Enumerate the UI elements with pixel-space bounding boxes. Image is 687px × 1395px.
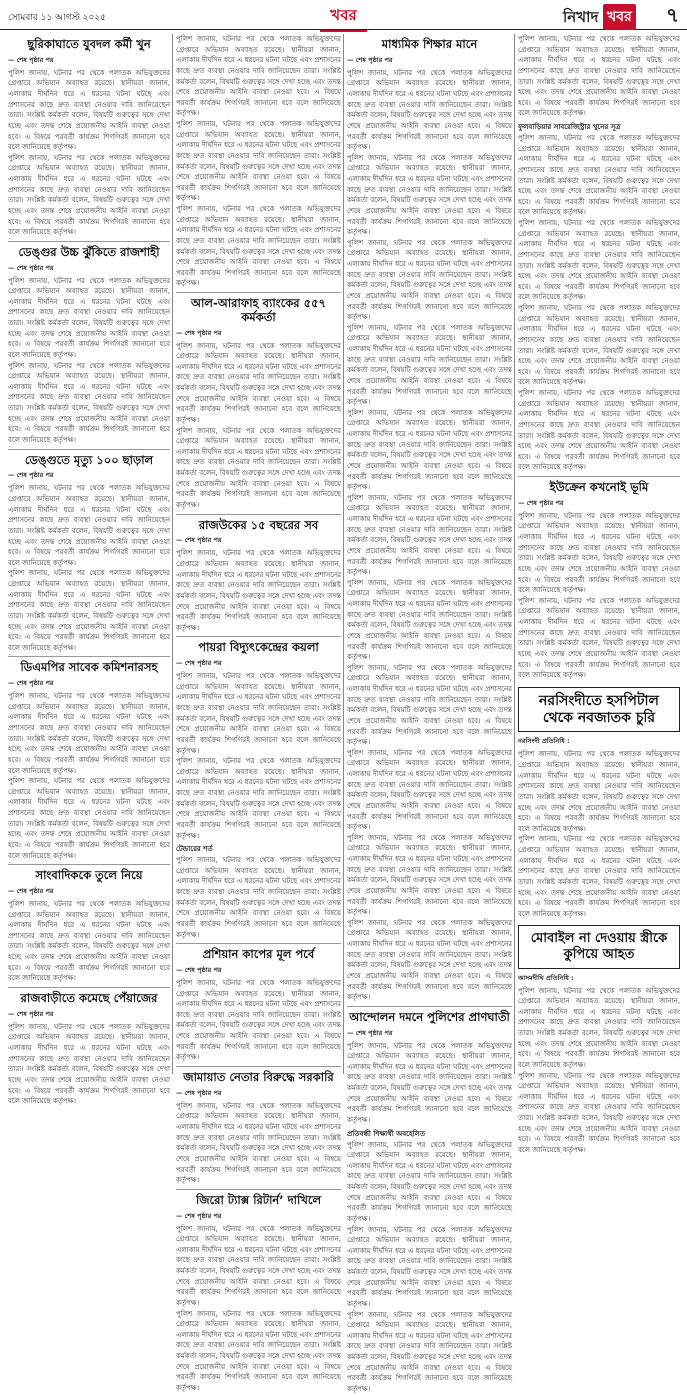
story-body: পুলিশ জানায়, ঘটনার পর থেকে পলাতক অভিযুক্তদের গ্রেপ্তারে অভিযান অব্যাহত রয়েছে। স্থানীয়রা জানান, এলাকায় দীর্ঘদিন ধরে এ ধরনের ঘটনা ঘটছে এবং প্রশাসনের কাছে দ্রুত ব্যবস্থা নেওয়ার দাবি জানিয়েছেন তারা। সংশ্লিষ্ট কর্মকর্তা বলেন, বিষয়টি গুরুত্বের সঙ্গে দেখা হচ্ছে এবং তদন্ত শেষে প্রয়োজনীয় আইনি ব্যবস্থা নেওয়া হবে। এ বিষয়ে পরবর্তী কার্যক্রম শিগগিরই জানানো হবে বলে জানিয়েছে কর্তৃপক্ষ।	[518, 750, 680, 833]
story-body: পুলিশ জানায়, ঘটনার পর থেকে পলাতক অভিযুক্তদের গ্রেপ্তারে অভিযান অব্যাহত রয়েছে। স্থানীয়রা জানান, এলাকায় দীর্ঘদিন ধরে এ ধরনের ঘটনা ঘটছে এবং প্রশাসনের কাছে দ্রুত ব্যবস্থা নেওয়ার দাবি জানিয়েছেন তারা। সংশ্লিষ্ট কর্মকর্তা বলেন, বিষয়টি গুরুত্বের সঙ্গে দেখা হচ্ছে এবং তদন্ত শেষে প্রয়োজনীয় আইনি ব্যবস্থা নেওয়া হবে। এ বিষয়ে পরবর্তী কার্যক্রম শিগগিরই জানানো হবে বলে জানিয়েছে কর্তৃপক্ষ।	[518, 835, 680, 918]
story-body: পুলিশ জানায়, ঘটনার পর থেকে পলাতক অভিযুক্তদের গ্রেপ্তারে অভিযান অব্যাহত রয়েছে। স্থানীয়রা জানান, এলাকায় দীর্ঘদিন ধরে এ ধরনের ঘটনা ঘটছে এবং প্রশাসনের কাছে দ্রুত ব্যবস্থা নেওয়ার দাবি জানিয়েছেন তারা। সংশ্লিষ্ট কর্মকর্তা বলেন, বিষয়টি গুরুত্বের সঙ্গে দেখা হচ্ছে এবং তদন্ত শেষে প্রয়োজনীয় আইনি ব্যবস্থা নেওয়া হবে। এ বিষয়ে পরবর্তী কার্যক্রম শিগগিরই জানানো হবে বলে জানিয়েছে কর্তৃপক্ষ।	[518, 1071, 680, 1154]
story-body: পুলিশ জানায়, ঘটনার পর থেকে পলাতক অভিযুক্তদের গ্রেপ্তারে অভিযান অব্যাহত রয়েছে। স্থানীয়রা জানান, এলাকায় দীর্ঘদিন ধরে এ ধরনের ঘটনা ঘটছে এবং প্রশাসনের কাছে দ্রুত ব্যবস্থা নেওয়ার দাবি জানিয়েছেন তারা। সংশ্লিষ্ট কর্মকর্তা বলেন, বিষয়টি গুরুত্বের সঙ্গে দেখা হচ্ছে এবং তদন্ত শেষে প্রয়োজনীয় আইনি ব্যবস্থা নেওয়া হবে। এ বিষয়ে পরবর্তী কার্যক্রম শিগগিরই জানানো হবে বলে জানিয়েছে কর্তৃপক্ষ।	[347, 493, 512, 577]
story-byline: — শেষ পৃষ্ঠার পর	[347, 1028, 393, 1037]
story-byline: — শেষ পৃষ্ঠার পর	[176, 659, 222, 668]
story-body: পুলিশ জানায়, ঘটনার পর থেকে পলাতক অভিযুক্তদের গ্রেপ্তারে অভিযান অব্যাহত রয়েছে। স্থানীয়রা জানান, এলাকায় দীর্ঘদিন ধরে এ ধরনের ঘটনা ঘটছে এবং প্রশাসনের কাছে দ্রুত ব্যবস্থা নেওয়ার দাবি জানিয়েছেন তারা। সংশ্লিষ্ট কর্মকর্তা বলেন, বিষয়টি গুরুত্বের সঙ্গে দেখা হচ্ছে এবং তদন্ত শেষে প্রয়োজনীয় আইনি ব্যবস্থা নেওয়া হবে। এ বিষয়ে পরবর্তী কার্যক্রম শিগগিরই জানানো হবে বলে জানিয়েছে কর্তৃপক্ষ।	[176, 856, 341, 939]
news-story	[518, 736, 680, 919]
story-body: পুলিশ জানায়, ঘটনার পর থেকে পলাতক অভিযুক্তদের গ্রেপ্তারে অভিযান অব্যাহত রয়েছে। স্থানীয়রা জানান, এলাকায় দীর্ঘদিন ধরে এ ধরনের ঘটনা ঘটছে এবং প্রশাসনের কাছে দ্রুত ব্যবস্থা নেওয়ার দাবি জানিয়েছেন তারা। সংশ্লিষ্ট কর্মকর্তা বলেন, বিষয়টি গুরুত্বের সঙ্গে দেখা হচ্ছে এবং তদন্ত শেষে প্রয়োজনীয় আইনি ব্যবস্থা নেওয়া হবে। এ বিষয়ে পরবর্তী কার্যক্রম শিগগিরই জানানো হবে বলে জানিয়েছে কর্তৃপক্ষ।	[176, 1224, 341, 1307]
news-story	[518, 973, 680, 1156]
brand-name-second: খবর	[603, 4, 636, 30]
story-body: পুলিশ জানায়, ঘটনার পর থেকে পলাতক অভিযুক্তদের গ্রেপ্তারে অভিযান অব্যাহত রয়েছে। স্থানীয়রা জানান, এলাকায় দীর্ঘদিন ধরে এ ধরনের ঘটনা ঘটছে এবং প্রশাসনের কাছে দ্রুত ব্যবস্থা নেওয়ার দাবি জানিয়েছেন তারা। সংশ্লিষ্ট কর্মকর্তা বলেন, বিষয়টি গুরুত্বের সঙ্গে দেখা হচ্ছে এবং তদন্ত শেষে প্রয়োজনীয় আইনি ব্যবস্থা নেওয়া হবে। এ বিষয়ে পরবর্তী কার্যক্রম শিগগিরই জানানো হবে বলে জানিয়েছে কর্তৃপক্ষ।	[347, 918, 512, 1002]
column-2	[176, 34, 341, 1392]
story-headline: আল-আরাফাহ ব্যাংকের ৫৫৭ কর্মকর্তা	[190, 296, 327, 324]
news-story	[176, 1194, 341, 1394]
story-byline: — শেষ পৃষ্ঠার পর	[8, 1009, 54, 1018]
column-4	[518, 34, 680, 1154]
story-body: পুলিশ জানায়, ঘটনার পর থেকে পলাতক অভিযুক্তদের গ্রেপ্তারে অভিযান অব্যাহত রয়েছে। স্থানীয়রা জানান, এলাকায় দীর্ঘদিন ধরে এ ধরনের ঘটনা ঘটছে এবং প্রশাসনের কাছে দ্রুত ব্যবস্থা নেওয়ার দাবি জানিয়েছেন তারা। সংশ্লিষ্ট কর্মকর্তা বলেন, বিষয়টি গুরুত্বের সঙ্গে দেখা হচ্ছে এবং তদন্ত শেষে প্রয়োজনীয় আইনি ব্যবস্থা নেওয়া হবে। এ বিষয়ে পরবর্তী কার্যক্রম শিগগিরই জানানো হবে বলে জানিয়েছে কর্তৃপক্ষ।	[176, 205, 341, 288]
story-body: পুলিশ জানায়, ঘটনার পর থেকে পলাতক অভিযুক্তদের গ্রেপ্তারে অভিযান অব্যাহত রয়েছে। স্থানীয়রা জানান, এলাকায় দীর্ঘদিন ধরে এ ধরনের ঘটনা ঘটছে এবং প্রশাসনের কাছে দ্রুত ব্যবস্থা নেওয়ার দাবি জানিয়েছেন তারা। সংশ্লিষ্ট কর্মকর্তা বলেন, বিষয়টি গুরুত্বের সঙ্গে দেখা হচ্ছে এবং তদন্ত শেষে প্রয়োজনীয় আইনি ব্যবস্থা নেওয়া হবে। এ বিষয়ে পরবর্তী কার্যক্রম শিগগিরই জানানো হবে বলে জানিয়েছে কর্তৃপক্ষ।	[518, 219, 680, 302]
story-headline: নরসিংদীতে হসপিটাল থেকে নবজাতক চুরি	[539, 692, 659, 726]
story-body: পুলিশ জানায়, ঘটনার পর থেকে পলাতক অভিযুক্তদের গ্রেপ্তারে অভিযান অব্যাহত রয়েছে। স্থানীয়রা জানান, এলাকায় দীর্ঘদিন ধরে এ ধরনের ঘটনা ঘটছে এবং প্রশাসনের কাছে দ্রুত ব্যবস্থা নেওয়ার দাবি জানিয়েছেন তারা। সংশ্লিষ্ট কর্মকর্তা বলেন, বিষয়টি গুরুত্বের সঙ্গে দেখা হচ্ছে এবং তদন্ত শেষে প্রয়োজনীয় আইনি ব্যবস্থা নেওয়া হবে। এ বিষয়ে পরবর্তী কার্যক্রম শিগগিরই জানানো হবে বলে জানিয়েছে কর্তৃপক্ষ।	[176, 978, 341, 1062]
story-headline: ছুরিকাঘাতে যুবদল কর্মী খুন	[27, 37, 151, 51]
story-body: পুলিশ জানায়, ঘটনার পর থেকে পলাতক অভিযুক্তদের গ্রেপ্তারে অভিযান অব্যাহত রয়েছে। স্থানীয়রা জানান, এলাকায় দীর্ঘদিন ধরে এ ধরনের ঘটনা ঘটছে এবং প্রশাসনের কাছে দ্রুত ব্যবস্থা নেওয়ার দাবি জানিয়েছেন তারা। সংশ্লিষ্ট কর্মকর্তা বলেন, বিষয়টি গুরুত্বের সঙ্গে দেখা হচ্ছে এবং তদন্ত শেষে প্রয়োজনীয় আইনি ব্যবস্থা নেওয়া হবে। এ বিষয়ে পরবর্তী কার্যক্রম শিগগিরই জানানো হবে বলে জানিয়েছে কর্তৃপক্ষ।	[518, 986, 680, 1069]
story-body: পুলিশ জানায়, ঘটনার পর থেকে পলাতক অভিযুক্তদের গ্রেপ্তারে অভিযান অব্যাহত রয়েছে। স্থানীয়রা জানান, এলাকায় দীর্ঘদিন ধরে এ ধরনের ঘটনা ঘটছে এবং প্রশাসনের কাছে দ্রুত ব্যবস্থা নেওয়ার দাবি জানিয়েছেন তারা। সংশ্লিষ্ট কর্মকর্তা বলেন, বিষয়টি গুরুত্বের সঙ্গে দেখা হচ্ছে এবং তদন্ত শেষে প্রয়োজনীয় আইনি ব্যবস্থা নেওয়া হবে। এ বিষয়ে পরবর্তী কার্যক্রম শিগগিরই জানানো হবে বলে জানিয়েছে কর্তৃপক্ষ।	[176, 672, 341, 755]
story-body: পুলিশ জানায়, ঘটনার পর থেকে পলাতক অভিযুক্তদের গ্রেপ্তারে অভিযান অব্যাহত রয়েছে। স্থানীয়রা জানান, এলাকায় দীর্ঘদিন ধরে এ ধরনের ঘটনা ঘটছে এবং প্রশাসনের কাছে দ্রুত ব্যবস্থা নেওয়ার দাবি জানিয়েছেন তারা। সংশ্লিষ্ট কর্মকর্তা বলেন, বিষয়টি গুরুত্বের সঙ্গে দেখা হচ্ছে এবং তদন্ত শেষে প্রয়োজনীয় আইনি ব্যবস্থা নেওয়া হবে। এ বিষয়ে পরবর্তী কার্যক্রম শিগগিরই জানানো হবে বলে জানিয়েছে কর্তৃপক্ষ।	[347, 1041, 512, 1124]
story-body: পুলিশ জানায়, ঘটনার পর থেকে পলাতক অভিযুক্তদের গ্রেপ্তারে অভিযান অব্যাহত রয়েছে। স্থানীয়রা জানান, এলাকায় দীর্ঘদিন ধরে এ ধরনের ঘটনা ঘটছে এবং প্রশাসনের কাছে দ্রুত ব্যবস্থা নেওয়ার দাবি জানিয়েছেন তারা। সংশ্লিষ্ট কর্মকর্তা বলেন, বিষয়টি গুরুত্বের সঙ্গে দেখা হচ্ছে এবং তদন্ত শেষে প্রয়োজনীয় আইনি ব্যবস্থা নেওয়া হবে। এ বিষয়ে পরবর্তী কার্যক্রম শিগগিরই জানানো হবে বলে জানিয়েছে কর্তৃপক্ষ।	[347, 578, 512, 662]
story-body: পুলিশ জানায়, ঘটনার পর থেকে পলাতক অভিযুক্তদের গ্রেপ্তারে অভিযান অব্যাহত রয়েছে। স্থানীয়রা জানান, এলাকায় দীর্ঘদিন ধরে এ ধরনের ঘটনা ঘটছে এবং প্রশাসনের কাছে দ্রুত ব্যবস্থা নেওয়ার দাবি জানিয়েছেন তারা। সংশ্লিষ্ট কর্মকর্তা বলেন, বিষয়টি গুরুত্বের সঙ্গে দেখা হচ্ছে এবং তদন্ত শেষে প্রয়োজনীয় আইনি ব্যবস্থা নেওয়া হবে। এ বিষয়ে পরবর্তী কার্যক্রম শিগগিরই জানানো হবে বলে জানিয়েছে কর্তৃপক্ষ।	[347, 408, 512, 492]
news-story	[8, 38, 170, 238]
story-body: পুলিশ জানায়, ঘটনার পর থেকে পলাতক অভিযুক্তদের গ্রেপ্তারে অভিযান অব্যাহত রয়েছে। স্থানীয়রা জানান, এলাকায় দীর্ঘদিন ধরে এ ধরনের ঘটনা ঘটছে এবং প্রশাসনের কাছে দ্রুত ব্যবস্থা নেওয়ার দাবি জানিয়েছেন তারা। সংশ্লিষ্ট কর্মকর্তা বলেন, বিষয়টি গুরুত্বের সঙ্গে দেখা হচ্ছে এবং তদন্ত শেষে প্রয়োজনীয় আইনি ব্যবস্থা নেওয়া হবে। এ বিষয়ে পরবর্তী কার্যক্রম শিগগিরই জানানো হবে বলে জানিয়েছে কর্তৃপক্ষ।	[176, 426, 341, 509]
section-title: খবর	[320, 4, 366, 32]
story-byline: — শেষ পৃষ্ঠার পর	[8, 886, 54, 895]
page-header	[0, 0, 687, 30]
story-body: পুলিশ জানায়, ঘটনার পর থেকে পলাতক অভিযুক্তদের গ্রেপ্তারে অভিযান অব্যাহত রয়েছে। স্থানীয়রা জানান, এলাকায় দীর্ঘদিন ধরে এ ধরনের ঘটনা ঘটছে এবং প্রশাসনের কাছে দ্রুত ব্যবস্থা নেওয়ার দাবি জানিয়েছেন তারা। সংশ্লিষ্ট কর্মকর্তা বলেন, বিষয়টি গুরুত্বের সঙ্গে দেখা হচ্ছে এবং তদন্ত শেষে প্রয়োজনীয় আইনি ব্যবস্থা নেওয়া হবে। এ বিষয়ে পরবর্তী কার্যক্রম শিগগিরই জানানো হবে বলে জানিয়েছে কর্তৃপক্ষ।	[176, 35, 341, 118]
story-body: পুলিশ জানায়, ঘটনার পর থেকে পলাতক অভিযুক্তদের গ্রেপ্তারে অভিযান অব্যাহত রয়েছে। স্থানীয়রা জানান, এলাকায় দীর্ঘদিন ধরে এ ধরনের ঘটনা ঘটছে এবং প্রশাসনের কাছে দ্রুত ব্যবস্থা নেওয়ার দাবি জানিয়েছেন তারা। সংশ্লিষ্ট কর্মকর্তা বলেন, বিষয়টি গুরুত্বের সঙ্গে দেখা হচ্ছে এবং তদন্ত শেষে প্রয়োজনীয় আইনি ব্যবস্থা নেওয়া হবে। এ বিষয়ে পরবর্তী কার্যক্রম শিগগিরই জানানো হবে বলে জানিয়েছে কর্তৃপক্ষ।	[176, 120, 341, 203]
story-body: পুলিশ জানায়, ঘটনার পর থেকে পলাতক অভিযুক্তদের গ্রেপ্তারে অভিযান অব্যাহত রয়েছে। স্থানীয়রা জানান, এলাকায় দীর্ঘদিন ধরে এ ধরনের ঘটনা ঘটছে এবং প্রশাসনের কাছে দ্রুত ব্যবস্থা নেওয়ার দাবি জানিয়েছেন তারা। সংশ্লিষ্ট কর্মকর্তা বলেন, বিষয়টি গুরুত্বের সঙ্গে দেখা হচ্ছে এবং তদন্ত শেষে প্রয়োজনীয় আইনি ব্যবস্থা নেওয়া হবে। এ বিষয়ে পরবর্তী কার্যক্রম শিগগিরই জানানো হবে বলে জানিয়েছে কর্তৃপক্ষ।	[518, 596, 680, 680]
story-body: পুলিশ জানায়, ঘটনার পর থেকে পলাতক অভিযুক্তদের গ্রেপ্তারে অভিযান অব্যাহত রয়েছে। স্থানীয়রা জানান, এলাকায় দীর্ঘদিন ধরে এ ধরনের ঘটনা ঘটছে এবং প্রশাসনের কাছে দ্রুত ব্যবস্থা নেওয়ার দাবি জানিয়েছেন তারা। সংশ্লিষ্ট কর্মকর্তা বলেন, বিষয়টি গুরুত্বের সঙ্গে দেখা হচ্ছে এবং তদন্ত শেষে প্রয়োজনীয় আইনি ব্যবস্থা নেওয়া হবে। এ বিষয়ে পরবর্তী কার্যক্রম শিগগিরই জানানো হবে বলে জানিয়েছে কর্তৃপক্ষ।	[347, 238, 512, 322]
column-3	[347, 34, 512, 1393]
story-body: পুলিশ জানায়, ঘটনার পর থেকে পলাতক অভিযুক্তদের গ্রেপ্তারে অভিযান অব্যাহত রয়েছে। স্থানীয়রা জানান, এলাকায় দীর্ঘদিন ধরে এ ধরনের ঘটনা ঘটছে এবং প্রশাসনের কাছে দ্রুত ব্যবস্থা নেওয়ার দাবি জানিয়েছেন তারা। সংশ্লিষ্ট কর্মকর্তা বলেন, বিষয়টি গুরুত্বের সঙ্গে দেখা হচ্ছে এবং তদন্ত শেষে প্রয়োজনীয় আইনি ব্যবস্থা নেওয়া হবে। এ বিষয়ে পরবর্তী কার্যক্রম শিগগিরই জানানো হবে বলে জানিয়েছে কর্তৃপক্ষ।	[8, 777, 170, 860]
news-story	[8, 992, 170, 1107]
story-headline: জিরো ট্যাক্স রিটার্ন’ দাখিলে	[195, 1192, 322, 1207]
news-story	[8, 661, 170, 861]
news-story	[176, 1071, 341, 1186]
issue-date: সোমবার ১১ আগস্ট ২০২৫	[8, 13, 106, 23]
story-body: পুলিশ জানায়, ঘটনার পর থেকে পলাতক অভিযুক্তদের গ্রেপ্তারে অভিযান অব্যাহত রয়েছে। স্থানীয়রা জানান, এলাকায় দীর্ঘদিন ধরে এ ধরনের ঘটনা ঘটছে এবং প্রশাসনের কাছে দ্রুত ব্যবস্থা নেওয়ার দাবি জানিয়েছেন তারা। সংশ্লিষ্ট কর্মকর্তা বলেন, বিষয়টি গুরুত্বের সঙ্গে দেখা হচ্ছে এবং তদন্ত শেষে প্রয়োজনীয় আইনি ব্যবস্থা নেওয়া হবে। এ বিষয়ে পরবর্তী কার্যক্রম শিগগিরই জানানো হবে বলে জানিয়েছে কর্তৃপক্ষ।	[8, 692, 170, 775]
story-headline: পায়রা বিদ্যুৎকেন্দ্রের কয়লা	[198, 640, 319, 655]
news-story	[518, 481, 680, 681]
news-story	[176, 948, 341, 1063]
story-body: পুলিশ জানায়, ঘটনার পর থেকে পলাতক অভিযুক্তদের গ্রেপ্তারে অভিযান অব্যাহত রয়েছে। স্থানীয়রা জানান, এলাকায় দীর্ঘদিন ধরে এ ধরনের ঘটনা ঘটছে এবং প্রশাসনের কাছে দ্রুত ব্যবস্থা নেওয়ার দাবি জানিয়েছেন তারা। সংশ্লিষ্ট কর্মকর্তা বলেন, বিষয়টি গুরুত্বের সঙ্গে দেখা হচ্ছে এবং তদন্ত শেষে প্রয়োজনীয় আইনি ব্যবস্থা নেওয়া হবে। এ বিষয়ে পরবর্তী কার্যক্রম শিগগিরই জানানো হবে বলে জানিয়েছে কর্তৃপক্ষ।	[347, 153, 512, 237]
story-body: পুলিশ জানায়, ঘটনার পর থেকে পলাতক অভিযুক্তদের গ্রেপ্তারে অভিযান অব্যাহত রয়েছে। স্থানীয়রা জানান, এলাকায় দীর্ঘদিন ধরে এ ধরনের ঘটনা ঘটছে এবং প্রশাসনের কাছে দ্রুত ব্যবস্থা নেওয়ার দাবি জানিয়েছেন তারা। সংশ্লিষ্ট কর্মকর্তা বলেন, বিষয়টি গুরুত্বের সঙ্গে দেখা হচ্ছে এবং তদন্ত শেষে প্রয়োজনীয় আইনি ব্যবস্থা নেওয়া হবে। এ বিষয়ে পরবর্তী কার্যক্রম শিগগিরই জানানো হবে বলে জানিয়েছে কর্তৃপক্ষ।	[8, 153, 170, 237]
news-story	[176, 641, 341, 940]
story-body: পুলিশ জানায়, ঘটনার পর থেকে পলাতক অভিযুক্তদের গ্রেপ্তারে অভিযান অব্যাহত রয়েছে। স্থানীয়রা জানান, এলাকায় দীর্ঘদিন ধরে এ ধরনের ঘটনা ঘটছে এবং প্রশাসনের কাছে দ্রুত ব্যবস্থা নেওয়ার দাবি জানিয়েছেন তারা। সংশ্লিষ্ট কর্মকর্তা বলেন, বিষয়টি গুরুত্বের সঙ্গে দেখা হচ্ছে এবং তদন্ত শেষে প্রয়োজনীয় আইনি ব্যবস্থা নেওয়া হবে। এ বিষয়ে পরবর্তী কার্যক্রম শিগগিরই জানানো হবে বলে জানিয়েছে কর্তৃপক্ষ।	[8, 276, 170, 359]
story-headline: মাধ্যমিক শিক্ষার মানে	[381, 37, 478, 51]
story-headline: আন্দোলন দমনে পুলিশের প্রাণঘাতী	[349, 1009, 510, 1024]
brand-name-first: নিখাদ	[563, 8, 599, 26]
story-body: পুলিশ জানায়, ঘটনার পর থেকে পলাতক অভিযুক্তদের গ্রেপ্তারে অভিযান অব্যাহত রয়েছে। স্থানীয়রা জানান, এলাকায় দীর্ঘদিন ধরে এ ধরনের ঘটনা ঘটছে এবং প্রশাসনের কাছে দ্রুত ব্যবস্থা নেওয়ার দাবি জানিয়েছেন তারা। সংশ্লিষ্ট কর্মকর্তা বলেন, বিষয়টি গুরুত্বের সঙ্গে দেখা হচ্ছে এবং তদন্ত শেষে প্রয়োজনীয় আইনি ব্যবস্থা নেওয়া হবে। এ বিষয়ে পরবর্তী কার্যক্রম শিগগিরই জানানো হবে বলে জানিয়েছে কর্তৃপক্ষ।	[8, 361, 170, 444]
news-story	[8, 246, 170, 446]
news-story	[347, 38, 512, 1003]
story-body: পুলিশ জানায়, ঘটনার পর থেকে পলাতক অভিযুক্তদের গ্রেপ্তারে অভিযান অব্যাহত রয়েছে। স্থানীয়রা জানান, এলাকায় দীর্ঘদিন ধরে এ ধরনের ঘটনা ঘটছে এবং প্রশাসনের কাছে দ্রুত ব্যবস্থা নেওয়ার দাবি জানিয়েছেন তারা। সংশ্লিষ্ট কর্মকর্তা বলেন, বিষয়টি গুরুত্বের সঙ্গে দেখা হচ্ছে এবং তদন্ত শেষে প্রয়োজনীয় আইনি ব্যবস্থা নেওয়া হবে। এ বিষয়ে পরবর্তী কার্যক্রম শিগগিরই জানানো হবে বলে জানিয়েছে কর্তৃপক্ষ।	[347, 748, 512, 832]
story-body: পুলিশ জানায়, ঘটনার পর থেকে পলাতক অভিযুক্তদের গ্রেপ্তারে অভিযান অব্যাহত রয়েছে। স্থানীয়রা জানান, এলাকায় দীর্ঘদিন ধরে এ ধরনের ঘটনা ঘটছে এবং প্রশাসনের কাছে দ্রুত ব্যবস্থা নেওয়ার দাবি জানিয়েছেন তারা। সংশ্লিষ্ট কর্মকর্তা বলেন, বিষয়টি গুরুত্বের সঙ্গে দেখা হচ্ছে এবং তদন্ত শেষে প্রয়োজনীয় আইনি ব্যবস্থা নেওয়া হবে। এ বিষয়ে পরবর্তী কার্যক্রম শিগগিরই জানানো হবে বলে জানিয়েছে কর্তৃপক্ষ।	[176, 549, 341, 632]
story-byline: — শেষ পৃষ্ঠার পর	[8, 263, 54, 272]
news-story	[176, 519, 341, 634]
story-byline: নরসিংদী প্রতিনিধি :	[518, 737, 570, 746]
story-body: পুলিশ জানায়, ঘটনার পর থেকে পলাতক অভিযুক্তদের গ্রেপ্তারে অভিযান অব্যাহত রয়েছে। স্থানীয়রা জানান, এলাকায় দীর্ঘদিন ধরে এ ধরনের ঘটনা ঘটছে এবং প্রশাসনের কাছে দ্রুত ব্যবস্থা নেওয়ার দাবি জানিয়েছেন তারা। সংশ্লিষ্ট কর্মকর্তা বলেন, বিষয়টি গুরুত্বের সঙ্গে দেখা হচ্ছে এবং তদন্ত শেষে প্রয়োজনীয় আইনি ব্যবস্থা নেওয়া হবে। এ বিষয়ে পরবর্তী কার্যক্রম শিগগিরই জানানো হবে বলে জানিয়েছে কর্তৃপক্ষ।	[347, 1310, 512, 1393]
story-body: পুলিশ জানায়, ঘটনার পর থেকে পলাতক অভিযুক্তদের গ্রেপ্তারে অভিযান অব্যাহত রয়েছে। স্থানীয়রা জানান, এলাকায় দীর্ঘদিন ধরে এ ধরনের ঘটনা ঘটছে এবং প্রশাসনের কাছে দ্রুত ব্যবস্থা নেওয়ার দাবি জানিয়েছেন তারা। সংশ্লিষ্ট কর্মকর্তা বলেন, বিষয়টি গুরুত্বের সঙ্গে দেখা হচ্ছে এবং তদন্ত শেষে প্রয়োজনীয় আইনি ব্যবস্থা নেওয়া হবে। এ বিষয়ে পরবর্তী কার্যক্রম শিগগিরই জানানো হবে বলে জানিয়েছে কর্তৃপক্ষ।	[347, 323, 512, 407]
story-byline: — শেষ পৃষ্ঠার পর	[347, 55, 393, 64]
story-body: পুলিশ জানায়, ঘটনার পর থেকে পলাতক অভিযুক্তদের গ্রেপ্তারে অভিযান অব্যাহত রয়েছে। স্থানীয়রা জানান, এলাকায় দীর্ঘদিন ধরে এ ধরনের ঘটনা ঘটছে এবং প্রশাসনের কাছে দ্রুত ব্যবস্থা নেওয়ার দাবি জানিয়েছেন তারা। সংশ্লিষ্ট কর্মকর্তা বলেন, বিষয়টি গুরুত্বের সঙ্গে দেখা হচ্ছে এবং তদন্ত শেষে প্রয়োজনীয় আইনি ব্যবস্থা নেওয়া হবে। এ বিষয়ে পরবর্তী কার্যক্রম শিগগিরই জানানো হবে বলে জানিয়েছে কর্তৃপক্ষ।	[176, 341, 341, 424]
column-divider	[172, 34, 173, 1074]
story-headline: ইউক্রেন কখনোই ভূমি	[549, 480, 649, 494]
story-byline: — শেষ পৃষ্ঠার পর	[8, 55, 54, 64]
story-byline: — শেষ পৃষ্ঠার পর	[8, 679, 54, 688]
story-headline: জামায়াত নেতার বিরুদ্ধে সরকারি	[183, 1069, 334, 1084]
story-body: পুলিশ জানায়, ঘটনার পর থেকে পলাতক অভিযুক্তদের গ্রেপ্তারে অভিযান অব্যাহত রয়েছে। স্থানীয়রা জানান, এলাকায় দীর্ঘদিন ধরে এ ধরনের ঘটনা ঘটছে এবং প্রশাসনের কাছে দ্রুত ব্যবস্থা নেওয়ার দাবি জানিয়েছেন তারা। সংশ্লিষ্ট কর্মকর্তা বলেন, বিষয়টি গুরুত্বের সঙ্গে দেখা হচ্ছে এবং তদন্ত শেষে প্রয়োজনীয় আইনি ব্যবস্থা নেওয়া হবে। এ বিষয়ে পরবর্তী কার্যক্রম শিগগিরই জানানো হবে বলে জানিয়েছে কর্তৃপক্ষ।	[8, 484, 170, 567]
featured-headline-box	[518, 925, 680, 968]
story-body: পুলিশ জানায়, ঘটনার পর থেকে পলাতক অভিযুক্তদের গ্রেপ্তারে অভিযান অব্যাহত রয়েছে। স্থানীয়রা জানান, এলাকায় দীর্ঘদিন ধরে এ ধরনের ঘটনা ঘটছে এবং প্রশাসনের কাছে দ্রুত ব্যবস্থা নেওয়ার দাবি জানিয়েছেন তারা। সংশ্লিষ্ট কর্মকর্তা বলেন, বিষয়টি গুরুত্বের সঙ্গে দেখা হচ্ছে এবং তদন্ত শেষে প্রয়োজনীয় আইনি ব্যবস্থা নেওয়া হবে। এ বিষয়ে পরবর্তী কার্যক্রম শিগগিরই জানানো হবে বলে জানিয়েছে কর্তৃপক্ষ।	[8, 68, 170, 152]
story-body: পুলিশ জানায়, ঘটনার পর থেকে পলাতক অভিযুক্তদের গ্রেপ্তারে অভিযান অব্যাহত রয়েছে। স্থানীয়রা জানান, এলাকায় দীর্ঘদিন ধরে এ ধরনের ঘটনা ঘটছে এবং প্রশাসনের কাছে দ্রুত ব্যবস্থা নেওয়ার দাবি জানিয়েছেন তারা। সংশ্লিষ্ট কর্মকর্তা বলেন, বিষয়টি গুরুত্বের সঙ্গে দেখা হচ্ছে এবং তদন্ত শেষে প্রয়োজনীয় আইনি ব্যবস্থা নেওয়া হবে। এ বিষয়ে পরবর্তী কার্যক্রম শিগগিরই জানানো হবে বলে জানিয়েছে কর্তৃপক্ষ।	[8, 1022, 170, 1106]
story-body: পুলিশ জানায়, ঘটনার পর থেকে পলাতক অভিযুক্তদের গ্রেপ্তারে অভিযান অব্যাহত রয়েছে। স্থানীয়রা জানান, এলাকায় দীর্ঘদিন ধরে এ ধরনের ঘটনা ঘটছে এবং প্রশাসনের কাছে দ্রুত ব্যবস্থা নেওয়ার দাবি জানিয়েছেন তারা। সংশ্লিষ্ট কর্মকর্তা বলেন, বিষয়টি গুরুত্বের সঙ্গে দেখা হচ্ছে এবং তদন্ত শেষে প্রয়োজনীয় আইনি ব্যবস্থা নেওয়া হবে। এ বিষয়ে পরবর্তী কার্যক্রম শিগগিরই জানানো হবে বলে জানিয়েছে কর্তৃপক্ষ।	[518, 511, 680, 595]
news-story	[518, 34, 680, 473]
story-byline: — শেষ পৃষ্ঠার পর	[176, 328, 222, 337]
story-byline: আদমদীঘি প্রতিনিধি :	[518, 973, 574, 982]
brand-logo	[563, 4, 647, 26]
story-subhead: প্রতিবন্ধী শিক্ষার্থী অবহেলিত	[347, 1129, 426, 1138]
story-body: পুলিশ জানায়, ঘটনার পর থেকে পলাতক অভিযুক্তদের গ্রেপ্তারে অভিযান অব্যাহত রয়েছে। স্থানীয়রা জানান, এলাকায় দীর্ঘদিন ধরে এ ধরনের ঘটনা ঘটছে এবং প্রশাসনের কাছে দ্রুত ব্যবস্থা নেওয়ার দাবি জানিয়েছেন তারা। সংশ্লিষ্ট কর্মকর্তা বলেন, বিষয়টি গুরুত্বের সঙ্গে দেখা হচ্ছে এবং তদন্ত শেষে প্রয়োজনীয় আইনি ব্যবস্থা নেওয়া হবে। এ বিষয়ে পরবর্তী কার্যক্রম শিগগিরই জানানো হবে বলে জানিয়েছে কর্তৃপক্ষ।	[347, 1140, 512, 1223]
news-story	[176, 297, 341, 511]
story-subhead: টেন্ডারের শর্ত	[176, 845, 213, 854]
story-headline: ডেঙ্গুর উচ্চ ঝুঁকিতে রাজশাহী	[18, 244, 160, 259]
story-byline: — শেষ পৃষ্ঠার পর	[8, 471, 54, 480]
story-headline: ডেঙ্গুতে মৃত্যু ১০০ ছাড়াল	[24, 452, 154, 467]
column-divider	[514, 34, 515, 1074]
story-byline: — শেষ পৃষ্ঠার পর	[176, 1211, 222, 1220]
story-byline: — শেষ পৃষ্ঠার পর	[176, 1088, 222, 1097]
page-number: ৭	[665, 3, 679, 27]
story-body: পুলিশ জানায়, ঘটনার পর থেকে পলাতক অভিযুক্তদের গ্রেপ্তারে অভিযান অব্যাহত রয়েছে। স্থানীয়রা জানান, এলাকায় দীর্ঘদিন ধরে এ ধরনের ঘটনা ঘটছে এবং প্রশাসনের কাছে দ্রুত ব্যবস্থা নেওয়ার দাবি জানিয়েছেন তারা। সংশ্লিষ্ট কর্মকর্তা বলেন, বিষয়টি গুরুত্বের সঙ্গে দেখা হচ্ছে এবং তদন্ত শেষে প্রয়োজনীয় আইনি ব্যবস্থা নেওয়া হবে। এ বিষয়ে পরবর্তী কার্যক্রম শিগগিরই জানানো হবে বলে জানিয়েছে কর্তৃপক্ষ।	[518, 304, 680, 387]
story-headline: মোবাইল না দেওয়ায় স্ত্রীকে কুপিয়ে আহত	[530, 931, 668, 962]
news-story	[347, 1011, 512, 1395]
story-body: পুলিশ জানায়, ঘটনার পর থেকে পলাতক অভিযুক্তদের গ্রেপ্তারে অভিযান অব্যাহত রয়েছে। স্থানীয়রা জানান, এলাকায় দীর্ঘদিন ধরে এ ধরনের ঘটনা ঘটছে এবং প্রশাসনের কাছে দ্রুত ব্যবস্থা নেওয়ার দাবি জানিয়েছেন তারা। সংশ্লিষ্ট কর্মকর্তা বলেন, বিষয়টি গুরুত্বের সঙ্গে দেখা হচ্ছে এবং তদন্ত শেষে প্রয়োজনীয় আইনি ব্যবস্থা নেওয়া হবে। এ বিষয়ে পরবর্তী কার্যক্রম শিগগিরই জানানো হবে বলে জানিয়েছে কর্তৃপক্ষ।	[176, 757, 341, 840]
featured-headline-box	[518, 687, 680, 733]
story-body: পুলিশ জানায়, ঘটনার পর থেকে পলাতক অভিযুক্তদের গ্রেপ্তারে অভিযান অব্যাহত রয়েছে। স্থানীয়রা জানান, এলাকায় দীর্ঘদিন ধরে এ ধরনের ঘটনা ঘটছে এবং প্রশাসনের কাছে দ্রুত ব্যবস্থা নেওয়ার দাবি জানিয়েছেন তারা। সংশ্লিষ্ট কর্মকর্তা বলেন, বিষয়টি গুরুত্বের সঙ্গে দেখা হচ্ছে এবং তদন্ত শেষে প্রয়োজনীয় আইনি ব্যবস্থা নেওয়া হবে। এ বিষয়ে পরবর্তী কার্যক্রম শিগগিরই জানানো হবে বলে জানিয়েছে কর্তৃপক্ষ।	[8, 899, 170, 983]
story-body: পুলিশ জানায়, ঘটনার পর থেকে পলাতক অভিযুক্তদের গ্রেপ্তারে অভিযান অব্যাহত রয়েছে। স্থানীয়রা জানান, এলাকায় দীর্ঘদিন ধরে এ ধরনের ঘটনা ঘটছে এবং প্রশাসনের কাছে দ্রুত ব্যবস্থা নেওয়ার দাবি জানিয়েছেন তারা। সংশ্লিষ্ট কর্মকর্তা বলেন, বিষয়টি গুরুত্বের সঙ্গে দেখা হচ্ছে এবং তদন্ত শেষে প্রয়োজনীয় আইনি ব্যবস্থা নেওয়া হবে। এ বিষয়ে পরবর্তী কার্যক্রম শিগগিরই জানানো হবে বলে জানিয়েছে কর্তৃপক্ষ।	[8, 569, 170, 652]
news-story	[8, 454, 170, 654]
story-body: পুলিশ জানায়, ঘটনার পর থেকে পলাতক অভিযুক্তদের গ্রেপ্তারে অভিযান অব্যাহত রয়েছে। স্থানীয়রা জানান, এলাকায় দীর্ঘদিন ধরে এ ধরনের ঘটনা ঘটছে এবং প্রশাসনের কাছে দ্রুত ব্যবস্থা নেওয়ার দাবি জানিয়েছেন তারা। সংশ্লিষ্ট কর্মকর্তা বলেন, বিষয়টি গুরুত্বের সঙ্গে দেখা হচ্ছে এবং তদন্ত শেষে প্রয়োজনীয় আইনি ব্যবস্থা নেওয়া হবে। এ বিষয়ে পরবর্তী কার্যক্রম শিগগিরই জানানো হবে বলে জানিয়েছে কর্তৃপক্ষ।	[347, 68, 512, 152]
column-1	[8, 34, 170, 1106]
story-headline: রাজবাড়ীতে কমেছে পেঁয়াজের	[20, 990, 158, 1005]
story-headline: প্রশিয়ান কাপের মূল পর্বে	[202, 947, 315, 962]
story-headline: ডিএমপির সাবেক কমিশনারসহ	[20, 660, 158, 675]
news-story	[8, 869, 170, 984]
story-byline: — শেষ পৃষ্ঠার পর	[518, 498, 564, 507]
story-body: পুলিশ জানায়, ঘটনার পর থেকে পলাতক অভিযুক্তদের গ্রেপ্তারে অভিযান অব্যাহত রয়েছে। স্থানীয়রা জানান, এলাকায় দীর্ঘদিন ধরে এ ধরনের ঘটনা ঘটছে এবং প্রশাসনের কাছে দ্রুত ব্যবস্থা নেওয়ার দাবি জানিয়েছেন তারা। সংশ্লিষ্ট কর্মকর্তা বলেন, বিষয়টি গুরুত্বের সঙ্গে দেখা হচ্ছে এবং তদন্ত শেষে প্রয়োজনীয় আইনি ব্যবস্থা নেওয়া হবে। এ বিষয়ে পরবর্তী কার্যক্রম শিগগিরই জানানো হবে বলে জানিয়েছে কর্তৃপক্ষ।	[347, 1225, 512, 1308]
story-body: পুলিশ জানায়, ঘটনার পর থেকে পলাতক অভিযুক্তদের গ্রেপ্তারে অভিযান অব্যাহত রয়েছে। স্থানীয়রা জানান, এলাকায় দীর্ঘদিন ধরে এ ধরনের ঘটনা ঘটছে এবং প্রশাসনের কাছে দ্রুত ব্যবস্থা নেওয়ার দাবি জানিয়েছেন তারা। সংশ্লিষ্ট কর্মকর্তা বলেন, বিষয়টি গুরুত্বের সঙ্গে দেখা হচ্ছে এবং তদন্ত শেষে প্রয়োজনীয় আইনি ব্যবস্থা নেওয়া হবে। এ বিষয়ে পরবর্তী কার্যক্রম শিগগিরই জানানো হবে বলে জানিয়েছে কর্তৃপক্ষ।	[176, 1309, 341, 1392]
story-byline: — শেষ পৃষ্ঠার পর	[176, 536, 222, 545]
story-body: পুলিশ জানায়, ঘটনার পর থেকে পলাতক অভিযুক্তদের গ্রেপ্তারে অভিযান অব্যাহত রয়েছে। স্থানীয়রা জানান, এলাকায় দীর্ঘদিন ধরে এ ধরনের ঘটনা ঘটছে এবং প্রশাসনের কাছে দ্রুত ব্যবস্থা নেওয়ার দাবি জানিয়েছেন তারা। সংশ্লিষ্ট কর্মকর্তা বলেন, বিষয়টি গুরুত্বের সঙ্গে দেখা হচ্ছে এবং তদন্ত শেষে প্রয়োজনীয় আইনি ব্যবস্থা নেওয়া হবে। এ বিষয়ে পরবর্তী কার্যক্রম শিগগিরই জানানো হবে বলে জানিয়েছে কর্তৃপক্ষ।	[347, 833, 512, 917]
news-story	[176, 34, 341, 289]
story-headline: সাংবাদিককে তুলে নিয়ে	[35, 868, 143, 883]
story-subhead: ফুলবাড়িয়ার সাবরেজিস্ট্রার খুনের সূত্র	[518, 123, 621, 131]
story-body: পুলিশ জানায়, ঘটনার পর থেকে পলাতক অভিযুক্তদের গ্রেপ্তারে অভিযান অব্যাহত রয়েছে। স্থানীয়রা জানান, এলাকায় দীর্ঘদিন ধরে এ ধরনের ঘটনা ঘটছে এবং প্রশাসনের কাছে দ্রুত ব্যবস্থা নেওয়ার দাবি জানিয়েছেন তারা। সংশ্লিষ্ট কর্মকর্তা বলেন, বিষয়টি গুরুত্বের সঙ্গে দেখা হচ্ছে এবং তদন্ত শেষে প্রয়োজনীয় আইনি ব্যবস্থা নেওয়া হবে। এ বিষয়ে পরবর্তী কার্যক্রম শিগগিরই জানানো হবে বলে জানিয়েছে কর্তৃপক্ষ।	[518, 35, 680, 118]
story-body: পুলিশ জানায়, ঘটনার পর থেকে পলাতক অভিযুক্তদের গ্রেপ্তারে অভিযান অব্যাহত রয়েছে। স্থানীয়রা জানান, এলাকায় দীর্ঘদিন ধরে এ ধরনের ঘটনা ঘটছে এবং প্রশাসনের কাছে দ্রুত ব্যবস্থা নেওয়ার দাবি জানিয়েছেন তারা। সংশ্লিষ্ট কর্মকর্তা বলেন, বিষয়টি গুরুত্বের সঙ্গে দেখা হচ্ছে এবং তদন্ত শেষে প্রয়োজনীয় আইনি ব্যবস্থা নেওয়া হবে। এ বিষয়ে পরবর্তী কার্যক্রম শিগগিরই জানানো হবে বলে জানিয়েছে কর্তৃপক্ষ।	[347, 663, 512, 747]
story-body: পুলিশ জানায়, ঘটনার পর থেকে পলাতক অভিযুক্তদের গ্রেপ্তারে অভিযান অব্যাহত রয়েছে। স্থানীয়রা জানান, এলাকায় দীর্ঘদিন ধরে এ ধরনের ঘটনা ঘটছে এবং প্রশাসনের কাছে দ্রুত ব্যবস্থা নেওয়ার দাবি জানিয়েছেন তারা। সংশ্লিষ্ট কর্মকর্তা বলেন, বিষয়টি গুরুত্বের সঙ্গে দেখা হচ্ছে এবং তদন্ত শেষে প্রয়োজনীয় আইনি ব্যবস্থা নেওয়া হবে। এ বিষয়ে পরবর্তী কার্যক্রম শিগগিরই জানানো হবে বলে জানিয়েছে কর্তৃপক্ষ।	[176, 1101, 341, 1185]
story-body: পুলিশ জানায়, ঘটনার পর থেকে পলাতক অভিযুক্তদের গ্রেপ্তারে অভিযান অব্যাহত রয়েছে। স্থানীয়রা জানান, এলাকায় দীর্ঘদিন ধরে এ ধরনের ঘটনা ঘটছে এবং প্রশাসনের কাছে দ্রুত ব্যবস্থা নেওয়ার দাবি জানিয়েছেন তারা। সংশ্লিষ্ট কর্মকর্তা বলেন, বিষয়টি গুরুত্বের সঙ্গে দেখা হচ্ছে এবং তদন্ত শেষে প্রয়োজনীয় আইনি ব্যবস্থা নেওয়া হবে। এ বিষয়ে পরবর্তী কার্যক্রম শিগগিরই জানানো হবে বলে জানিয়েছে কর্তৃপক্ষ।	[518, 389, 680, 472]
story-byline: — শেষ পৃষ্ঠার পর	[176, 965, 222, 974]
story-body: পুলিশ জানায়, ঘটনার পর থেকে পলাতক অভিযুক্তদের গ্রেপ্তারে অভিযান অব্যাহত রয়েছে। স্থানীয়রা জানান, এলাকায় দীর্ঘদিন ধরে এ ধরনের ঘটনা ঘটছে এবং প্রশাসনের কাছে দ্রুত ব্যবস্থা নেওয়ার দাবি জানিয়েছেন তারা। সংশ্লিষ্ট কর্মকর্তা বলেন, বিষয়টি গুরুত্বের সঙ্গে দেখা হচ্ছে এবং তদন্ত শেষে প্রয়োজনীয় আইনি ব্যবস্থা নেওয়া হবে। এ বিষয়ে পরবর্তী কার্যক্রম শিগগিরই জানানো হবে বলে জানিয়েছে কর্তৃপক্ষ।	[518, 134, 680, 217]
story-headline: রাজউকের ১৫ বছরের সব	[198, 517, 319, 532]
column-divider	[343, 34, 344, 1074]
